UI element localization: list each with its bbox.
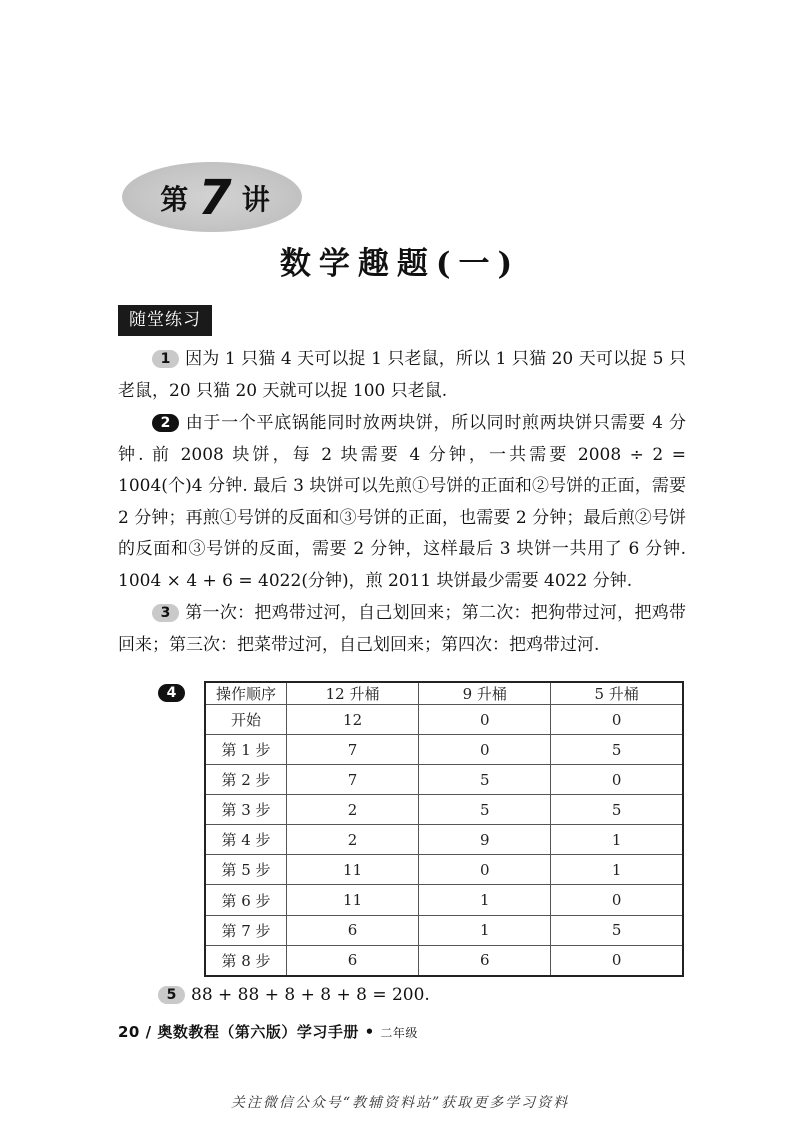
table-cell: 12 <box>287 705 419 735</box>
table-cell: 0 <box>551 945 683 976</box>
table-cell: 1 <box>551 855 683 885</box>
table-cell: 5 <box>419 795 551 825</box>
column-header: 12 升桶 <box>287 682 419 705</box>
answer-number-badge-4: 4 <box>158 684 185 702</box>
table-cell: 第 1 步 <box>205 735 287 765</box>
table-header-row <box>205 682 683 705</box>
table-cell: 9 <box>419 825 551 855</box>
column-header: 5 升桶 <box>551 682 683 705</box>
table-cell: 5 <box>551 915 683 945</box>
table-row <box>205 945 683 976</box>
table-cell: 1 <box>551 825 683 855</box>
section-tag: 随堂练习 <box>118 305 212 336</box>
answer-item-2 <box>118 408 686 597</box>
table-row <box>205 765 683 795</box>
column-header: 操作顺序 <box>205 682 287 705</box>
table-cell: 第 4 步 <box>205 825 287 855</box>
table-cell: 6 <box>287 915 419 945</box>
table-row <box>205 885 683 915</box>
table-row <box>205 705 683 735</box>
table-row <box>205 825 683 855</box>
table-cell: 6 <box>419 945 551 976</box>
table-cell: 0 <box>551 765 683 795</box>
watermark-text: 关注微信公众号“教辅资料站”获取更多学习资料 <box>230 1095 570 1111</box>
answer-text: 第一次：把鸡带过河，自己划回来；第二次：把狗带过河，把鸡带回来；第三次：把菜带过河，自己划回来；第四次：把鸡带过河. <box>118 603 686 655</box>
lecture-number: 7 <box>198 170 232 226</box>
table-cell: 6 <box>287 945 419 976</box>
table-cell: 7 <box>287 735 419 765</box>
table-cell: 11 <box>287 885 419 915</box>
table-cell: 开始 <box>205 705 287 735</box>
table-cell: 2 <box>287 825 419 855</box>
page-footer <box>118 1021 418 1042</box>
answer-list <box>118 344 686 662</box>
chapter-title: 数学趣题(一) <box>279 246 521 282</box>
table-row <box>205 795 683 825</box>
answer-text: 88 + 88 + 8 + 8 + 8 = 200. <box>191 985 430 1005</box>
answer-item-1 <box>118 344 686 407</box>
answer-number-badge: 1 <box>152 350 179 368</box>
table-cell: 7 <box>287 765 419 795</box>
table-cell: 0 <box>551 705 683 735</box>
answer-text: 因为 1 只猫 4 天可以捉 1 只老鼠，所以 1 只猫 20 天可以捉 5 只老鼠，20 只猫 20 天就可以捉 100 只老鼠. <box>118 349 686 401</box>
table-row <box>205 915 683 945</box>
table-row <box>205 735 683 765</box>
answer-number-badge: 3 <box>152 604 179 622</box>
table-row <box>205 855 683 885</box>
table-cell: 0 <box>551 885 683 915</box>
lecture-suffix: 讲 <box>241 183 270 216</box>
answer-number-badge: 2 <box>152 414 179 432</box>
column-header: 9 升桶 <box>419 682 551 705</box>
table-cell: 5 <box>419 765 551 795</box>
answer-item-5 <box>158 980 430 1011</box>
table-cell: 第 8 步 <box>205 945 287 976</box>
answer-number-badge: 5 <box>158 986 185 1004</box>
lecture-prefix: 第 <box>160 183 189 216</box>
footer-dot: • <box>364 1023 375 1041</box>
footer-separator: / <box>145 1023 152 1041</box>
pouring-steps-table <box>204 681 684 977</box>
table-cell: 0 <box>419 735 551 765</box>
page-number: 20 <box>118 1023 140 1041</box>
table-cell: 第 2 步 <box>205 765 287 795</box>
table-cell: 11 <box>287 855 419 885</box>
table-cell: 5 <box>551 795 683 825</box>
table-cell: 0 <box>419 855 551 885</box>
table-cell: 5 <box>551 735 683 765</box>
table-cell: 0 <box>419 705 551 735</box>
grade-label: 二年级 <box>380 1026 418 1040</box>
table-cell: 第 6 步 <box>205 885 287 915</box>
table-cell: 第 3 步 <box>205 795 287 825</box>
answer-text: 由于一个平底锅能同时放两块饼，所以同时煎两块饼只需要 4 分钟. 前 2008 块饼，每 2 块需要 4 分钟，一共需要 2008 ÷ 2 = 1004(个)4 分钟. 最后 3 块饼可以先煎①号饼的正面和②号饼的正面，需要 2 分钟；再煎①号饼的反面和③号饼的正面，也需要 2 分钟；最后煎②号饼的反面和③号饼的反面，需要 2 分钟，这样最后 3 块饼一共用了 6 分钟. 1004 × 4 + 6 = 4022(分钟)，煎 2011 块饼最少需要 4022 分钟. <box>118 413 686 591</box>
table-cell: 1 <box>419 915 551 945</box>
table-cell: 第 7 步 <box>205 915 287 945</box>
answer-item-3 <box>118 598 686 661</box>
table-cell: 1 <box>419 885 551 915</box>
table-cell: 第 5 步 <box>205 855 287 885</box>
lecture-number-label <box>140 168 290 228</box>
table-cell: 2 <box>287 795 419 825</box>
book-title: 奥数教程（第六版）学习手册 <box>157 1023 359 1041</box>
